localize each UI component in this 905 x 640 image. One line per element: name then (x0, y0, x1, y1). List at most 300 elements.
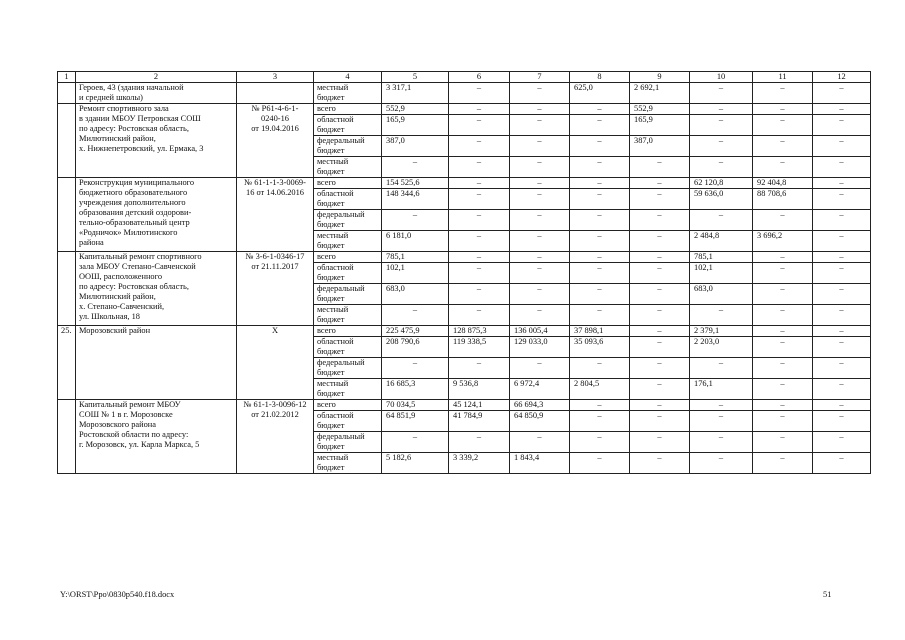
amount-cell: 148 344,6 (382, 189, 449, 210)
expertise-document (237, 326, 314, 400)
amount-cell: – (690, 83, 753, 104)
amount-cell: – (570, 231, 630, 252)
amount-cell: – (449, 210, 510, 231)
table-row (58, 178, 871, 189)
amount-cell: – (813, 400, 871, 411)
amount-cell: – (753, 104, 813, 115)
amount-cell: 37 898,1 (570, 326, 630, 337)
amount-cell: – (753, 305, 813, 326)
funding-source-line: федеральный (317, 432, 365, 441)
funding-source-line: всего (317, 178, 336, 187)
amount-cell: – (449, 252, 510, 263)
amount-cell: 45 124,1 (449, 400, 510, 411)
object-name-line: ООШ, расположенного (79, 272, 163, 281)
expertise-document-line: 0240-16 (261, 114, 289, 123)
object-name-line: Милютинский район, (79, 292, 156, 301)
amount-cell: – (570, 136, 630, 157)
amount-cell: – (753, 411, 813, 432)
row-number (58, 252, 76, 326)
funding-source (314, 263, 382, 284)
amount-cell: – (630, 252, 690, 263)
expertise-document-line: Х (271, 326, 279, 335)
amount-cell: – (813, 379, 871, 400)
amount-cell: – (753, 115, 813, 136)
amount-cell: – (630, 453, 690, 474)
object-name-line: Реконструкция муниципального (79, 178, 195, 187)
file-path: Y:\ORST\Ppo\0830p540.f18.docx (60, 590, 175, 599)
funding-source-line: областной (317, 337, 354, 346)
funding-source (314, 305, 382, 326)
column-number-cell: 2 (76, 72, 237, 83)
funding-source-line: бюджет (317, 347, 345, 356)
funding-source-line: бюджет (317, 315, 345, 324)
funding-source (314, 337, 382, 358)
expertise-document (237, 104, 314, 178)
funding-source (314, 189, 382, 210)
funding-source-line: областной (317, 189, 354, 198)
object-name-line: Ростовской области по адресу: (79, 430, 189, 439)
amount-cell: – (630, 210, 690, 231)
expertise-document-line: № 61-1-3-0096-12 (243, 400, 307, 409)
funding-source-line: бюджет (317, 220, 345, 229)
amount-cell: 35 093,6 (570, 337, 630, 358)
expertise-document (237, 252, 314, 326)
amount-cell: – (510, 178, 570, 189)
row-number (58, 178, 76, 252)
amount-cell: 64 851,9 (382, 411, 449, 432)
amount-cell: – (382, 358, 449, 379)
funding-source (314, 136, 382, 157)
funding-source (314, 358, 382, 379)
funding-source-line: местный (317, 83, 349, 92)
amount-cell: – (510, 305, 570, 326)
amount-cell: – (753, 263, 813, 284)
column-number-cell: 6 (449, 72, 510, 83)
funding-source-line: всего (317, 400, 336, 409)
amount-cell: – (630, 411, 690, 432)
amount-cell: – (449, 83, 510, 104)
funding-source-line: федеральный (317, 210, 365, 219)
amount-cell: – (753, 453, 813, 474)
object-name-line: х. Степано-Савченский, (79, 302, 165, 311)
amount-cell: – (510, 231, 570, 252)
object-name-line: района (79, 238, 104, 247)
funding-source (314, 284, 382, 305)
amount-cell: – (630, 178, 690, 189)
amount-cell: 9 536,8 (449, 379, 510, 400)
amount-cell: – (570, 210, 630, 231)
funding-source-line: бюджет (317, 146, 345, 155)
amount-cell: – (510, 210, 570, 231)
object-name-line: Капитальный ремонт МБОУ (79, 400, 181, 409)
expertise-document-line: № Р61-4-6-1- (251, 104, 299, 113)
amount-cell: – (449, 231, 510, 252)
expertise-document (237, 83, 314, 104)
funding-source-line: всего (317, 104, 336, 113)
column-number-cell: 12 (813, 72, 871, 83)
budget-table (57, 71, 871, 474)
amount-cell: 165,9 (382, 115, 449, 136)
amount-cell: – (753, 252, 813, 263)
amount-cell: 785,1 (690, 252, 753, 263)
amount-cell: – (449, 305, 510, 326)
amount-cell: – (570, 432, 630, 453)
amount-cell: – (449, 178, 510, 189)
amount-cell: – (570, 115, 630, 136)
amount-cell: – (510, 115, 570, 136)
amount-cell: – (510, 104, 570, 115)
amount-cell: 119 338,5 (449, 337, 510, 358)
amount-cell: – (510, 284, 570, 305)
amount-cell: – (753, 379, 813, 400)
object-name (76, 400, 237, 474)
amount-cell: – (449, 189, 510, 210)
amount-cell: – (690, 305, 753, 326)
amount-cell: – (510, 136, 570, 157)
amount-cell: – (570, 411, 630, 432)
amount-cell: 154 525,6 (382, 178, 449, 189)
amount-cell: – (753, 432, 813, 453)
funding-source (314, 432, 382, 453)
amount-cell: – (630, 231, 690, 252)
expertise-document-line: от 21.02.2012 (251, 410, 299, 419)
funding-source-line: бюджет (317, 368, 345, 377)
amount-cell: 5 182,6 (382, 453, 449, 474)
object-name-line: образования детский оздорови- (79, 208, 192, 217)
amount-cell: 16 685,3 (382, 379, 449, 400)
funding-source-line: бюджет (317, 442, 345, 451)
amount-cell: – (813, 432, 871, 453)
amount-cell: – (690, 432, 753, 453)
amount-cell: – (630, 400, 690, 411)
amount-cell: – (630, 432, 690, 453)
amount-cell: – (382, 305, 449, 326)
amount-cell: 6 972,4 (510, 379, 570, 400)
amount-cell: 2 692,1 (630, 83, 690, 104)
object-name-line: в здании МБОУ Петровская СОШ (79, 114, 201, 123)
amount-cell: – (813, 210, 871, 231)
amount-cell: – (449, 104, 510, 115)
amount-cell: – (510, 432, 570, 453)
amount-cell: – (570, 104, 630, 115)
column-number-cell: 9 (630, 72, 690, 83)
amount-cell: – (813, 252, 871, 263)
amount-cell: – (813, 83, 871, 104)
amount-cell: – (753, 210, 813, 231)
object-name (76, 104, 237, 178)
amount-cell: – (630, 263, 690, 284)
amount-cell: – (570, 263, 630, 284)
amount-cell: – (690, 157, 753, 178)
object-name-line: тельно-образовательный центр (79, 218, 190, 227)
object-name (76, 178, 237, 252)
amount-cell: – (753, 83, 813, 104)
row-number: 25. (58, 326, 76, 400)
column-number-cell: 4 (314, 72, 382, 83)
object-name-line: учреждения дополнительного (79, 198, 186, 207)
amount-cell: – (630, 326, 690, 337)
object-name (76, 326, 237, 400)
amount-cell: – (690, 115, 753, 136)
amount-cell: – (813, 453, 871, 474)
column-number-cell: 8 (570, 72, 630, 83)
amount-cell: 208 790,6 (382, 337, 449, 358)
funding-source-line: всего (317, 252, 336, 261)
funding-source (314, 104, 382, 115)
object-name-line: Капитальный ремонт спортивного (79, 252, 202, 261)
amount-cell: – (449, 136, 510, 157)
funding-source-line: местный (317, 379, 349, 388)
funding-source (314, 231, 382, 252)
amount-cell: – (813, 115, 871, 136)
row-number (58, 83, 76, 104)
amount-cell: – (630, 157, 690, 178)
amount-cell: 552,9 (630, 104, 690, 115)
table-row (58, 400, 871, 411)
funding-source (314, 411, 382, 432)
amount-cell: – (449, 157, 510, 178)
amount-cell: – (813, 358, 871, 379)
column-number-cell: 11 (753, 72, 813, 83)
object-name-line: зала МБОУ Степано-Савченской (79, 262, 196, 271)
amount-cell: – (570, 252, 630, 263)
table-body (58, 72, 871, 474)
amount-cell: 41 784,9 (449, 411, 510, 432)
object-name (76, 252, 237, 326)
funding-source (314, 178, 382, 189)
amount-cell: 2 203,0 (690, 337, 753, 358)
object-name-line: по адресу: Ростовская область, (79, 282, 189, 291)
amount-cell: – (813, 411, 871, 432)
funding-source-line: бюджет (317, 294, 345, 303)
funding-source-line: бюджет (317, 463, 345, 472)
amount-cell: – (753, 157, 813, 178)
amount-cell: 683,0 (690, 284, 753, 305)
funding-source-line: бюджет (317, 241, 345, 250)
amount-cell: – (813, 157, 871, 178)
amount-cell: – (813, 104, 871, 115)
object-name (76, 83, 237, 104)
funding-source-line: всего (317, 326, 336, 335)
expertise-document-line: № 3-6-1-0346-17 (245, 252, 305, 261)
column-number-row (58, 72, 871, 83)
amount-cell: – (813, 178, 871, 189)
funding-source-line: бюджет (317, 389, 345, 398)
amount-cell: – (570, 453, 630, 474)
expertise-document (237, 178, 314, 252)
amount-cell: 1 843,4 (510, 453, 570, 474)
amount-cell: – (690, 136, 753, 157)
amount-cell: – (382, 157, 449, 178)
amount-cell: – (813, 305, 871, 326)
amount-cell: 552,9 (382, 104, 449, 115)
amount-cell: – (510, 358, 570, 379)
amount-cell: – (449, 263, 510, 284)
funding-source-line: областной (317, 263, 354, 272)
amount-cell: 70 034,5 (382, 400, 449, 411)
amount-cell: – (449, 115, 510, 136)
amount-cell: 176,1 (690, 379, 753, 400)
funding-source (314, 157, 382, 178)
object-name-line: СОШ № 1 в г. Морозовске (79, 410, 173, 419)
amount-cell: – (630, 305, 690, 326)
funding-source-line: бюджет (317, 421, 345, 430)
funding-source (314, 210, 382, 231)
amount-cell: – (690, 358, 753, 379)
amount-cell: – (510, 83, 570, 104)
amount-cell: – (630, 284, 690, 305)
amount-cell: – (813, 136, 871, 157)
amount-cell: 88 708,6 (753, 189, 813, 210)
column-number-cell: 3 (237, 72, 314, 83)
amount-cell: – (630, 337, 690, 358)
amount-cell: – (630, 358, 690, 379)
table-row (58, 252, 871, 263)
amount-cell: – (690, 210, 753, 231)
amount-cell: 3 696,2 (753, 231, 813, 252)
funding-source-line: областной (317, 411, 354, 420)
amount-cell: – (690, 453, 753, 474)
row-number (58, 400, 76, 474)
object-name-line: Морозовский район (79, 326, 151, 335)
amount-cell: – (449, 358, 510, 379)
row-number (58, 104, 76, 178)
amount-cell: 92 404,8 (753, 178, 813, 189)
amount-cell: – (382, 432, 449, 453)
table-row (58, 104, 871, 115)
amount-cell: – (510, 157, 570, 178)
amount-cell: – (570, 400, 630, 411)
table-row (58, 83, 871, 104)
amount-cell: 2 804,5 (570, 379, 630, 400)
amount-cell: – (449, 284, 510, 305)
column-number-cell: 7 (510, 72, 570, 83)
funding-source (314, 115, 382, 136)
amount-cell: – (510, 263, 570, 284)
funding-source (314, 326, 382, 337)
object-name-line: ул. Школьная, 18 (79, 312, 140, 321)
amount-cell: – (449, 432, 510, 453)
amount-cell: 625,0 (570, 83, 630, 104)
amount-cell: – (813, 337, 871, 358)
funding-source-line: местный (317, 231, 349, 240)
funding-source-line: областной (317, 115, 354, 124)
column-number-cell: 1 (58, 72, 76, 83)
expertise-document-line: от 21.11.2017 (251, 262, 299, 271)
amount-cell: 64 850,9 (510, 411, 570, 432)
amount-cell: 128 875,3 (449, 326, 510, 337)
amount-cell: – (813, 231, 871, 252)
amount-cell: 102,1 (382, 263, 449, 284)
amount-cell: 225 475,9 (382, 326, 449, 337)
amount-cell: 136 005,4 (510, 326, 570, 337)
amount-cell: 387,0 (630, 136, 690, 157)
object-name-line: Морозовского района (79, 420, 156, 429)
funding-source-line: федеральный (317, 358, 365, 367)
object-name-line: Милютинский район, (79, 134, 156, 143)
funding-source-line: бюджет (317, 93, 345, 102)
funding-source-line: бюджет (317, 199, 345, 208)
amount-cell: – (813, 284, 871, 305)
amount-cell: 129 033,0 (510, 337, 570, 358)
expertise-document-line: от 19.04.2016 (251, 124, 299, 133)
funding-source (314, 83, 382, 104)
funding-source-line: бюджет (317, 167, 345, 176)
funding-source-line: местный (317, 157, 349, 166)
amount-cell: – (753, 400, 813, 411)
funding-source (314, 453, 382, 474)
funding-source-line: бюджет (317, 273, 345, 282)
expertise-document (237, 400, 314, 474)
amount-cell: 2 379,1 (690, 326, 753, 337)
amount-cell: – (570, 358, 630, 379)
amount-cell: 3 317,1 (382, 83, 449, 104)
funding-source (314, 400, 382, 411)
amount-cell: 165,9 (630, 115, 690, 136)
object-name-line: Героев, 43 (здания начальной (79, 83, 184, 92)
column-number-cell: 10 (690, 72, 753, 83)
funding-source (314, 379, 382, 400)
amount-cell: 59 636,0 (690, 189, 753, 210)
amount-cell: – (382, 210, 449, 231)
object-name-line: Ремонт спортивного зала (79, 104, 169, 113)
funding-source-line: бюджет (317, 125, 345, 134)
expertise-document-line: 16 от 14.06.2016 (246, 188, 304, 197)
amount-cell: 66 694,3 (510, 400, 570, 411)
amount-cell: 2 484,8 (690, 231, 753, 252)
amount-cell: – (510, 189, 570, 210)
amount-cell: 6 181,0 (382, 231, 449, 252)
amount-cell: – (690, 104, 753, 115)
amount-cell: 62 120,8 (690, 178, 753, 189)
amount-cell: – (690, 411, 753, 432)
amount-cell: – (753, 358, 813, 379)
object-name-line: «Родничок» Милютинского (79, 228, 178, 237)
amount-cell: – (813, 326, 871, 337)
object-name-line: и средней школы) (79, 93, 143, 102)
amount-cell: 683,0 (382, 284, 449, 305)
page-number: 51 (823, 590, 832, 599)
amount-cell: – (570, 189, 630, 210)
amount-cell: – (570, 284, 630, 305)
amount-cell: 3 339,2 (449, 453, 510, 474)
amount-cell: 785,1 (382, 252, 449, 263)
amount-cell: – (753, 136, 813, 157)
amount-cell: – (630, 379, 690, 400)
amount-cell: – (510, 252, 570, 263)
funding-source (314, 252, 382, 263)
column-number-cell: 5 (382, 72, 449, 83)
amount-cell: – (753, 337, 813, 358)
object-name-line: х. Нижнепетровский, ул. Ермака, 3 (79, 144, 204, 153)
amount-cell: 102,1 (690, 263, 753, 284)
amount-cell: – (570, 178, 630, 189)
funding-source-line: местный (317, 453, 349, 462)
amount-cell: – (813, 263, 871, 284)
amount-cell: – (690, 400, 753, 411)
expertise-document-line: № 61-1-1-3-0069- (244, 178, 306, 187)
funding-source-line: федеральный (317, 136, 365, 145)
amount-cell: – (753, 284, 813, 305)
funding-source-line: федеральный (317, 284, 365, 293)
amount-cell: – (753, 326, 813, 337)
funding-source-line: местный (317, 305, 349, 314)
object-name-line: бюджетного образовательного (79, 188, 188, 197)
table-row (58, 326, 871, 337)
amount-cell: – (570, 305, 630, 326)
amount-cell: 387,0 (382, 136, 449, 157)
amount-cell: – (570, 157, 630, 178)
